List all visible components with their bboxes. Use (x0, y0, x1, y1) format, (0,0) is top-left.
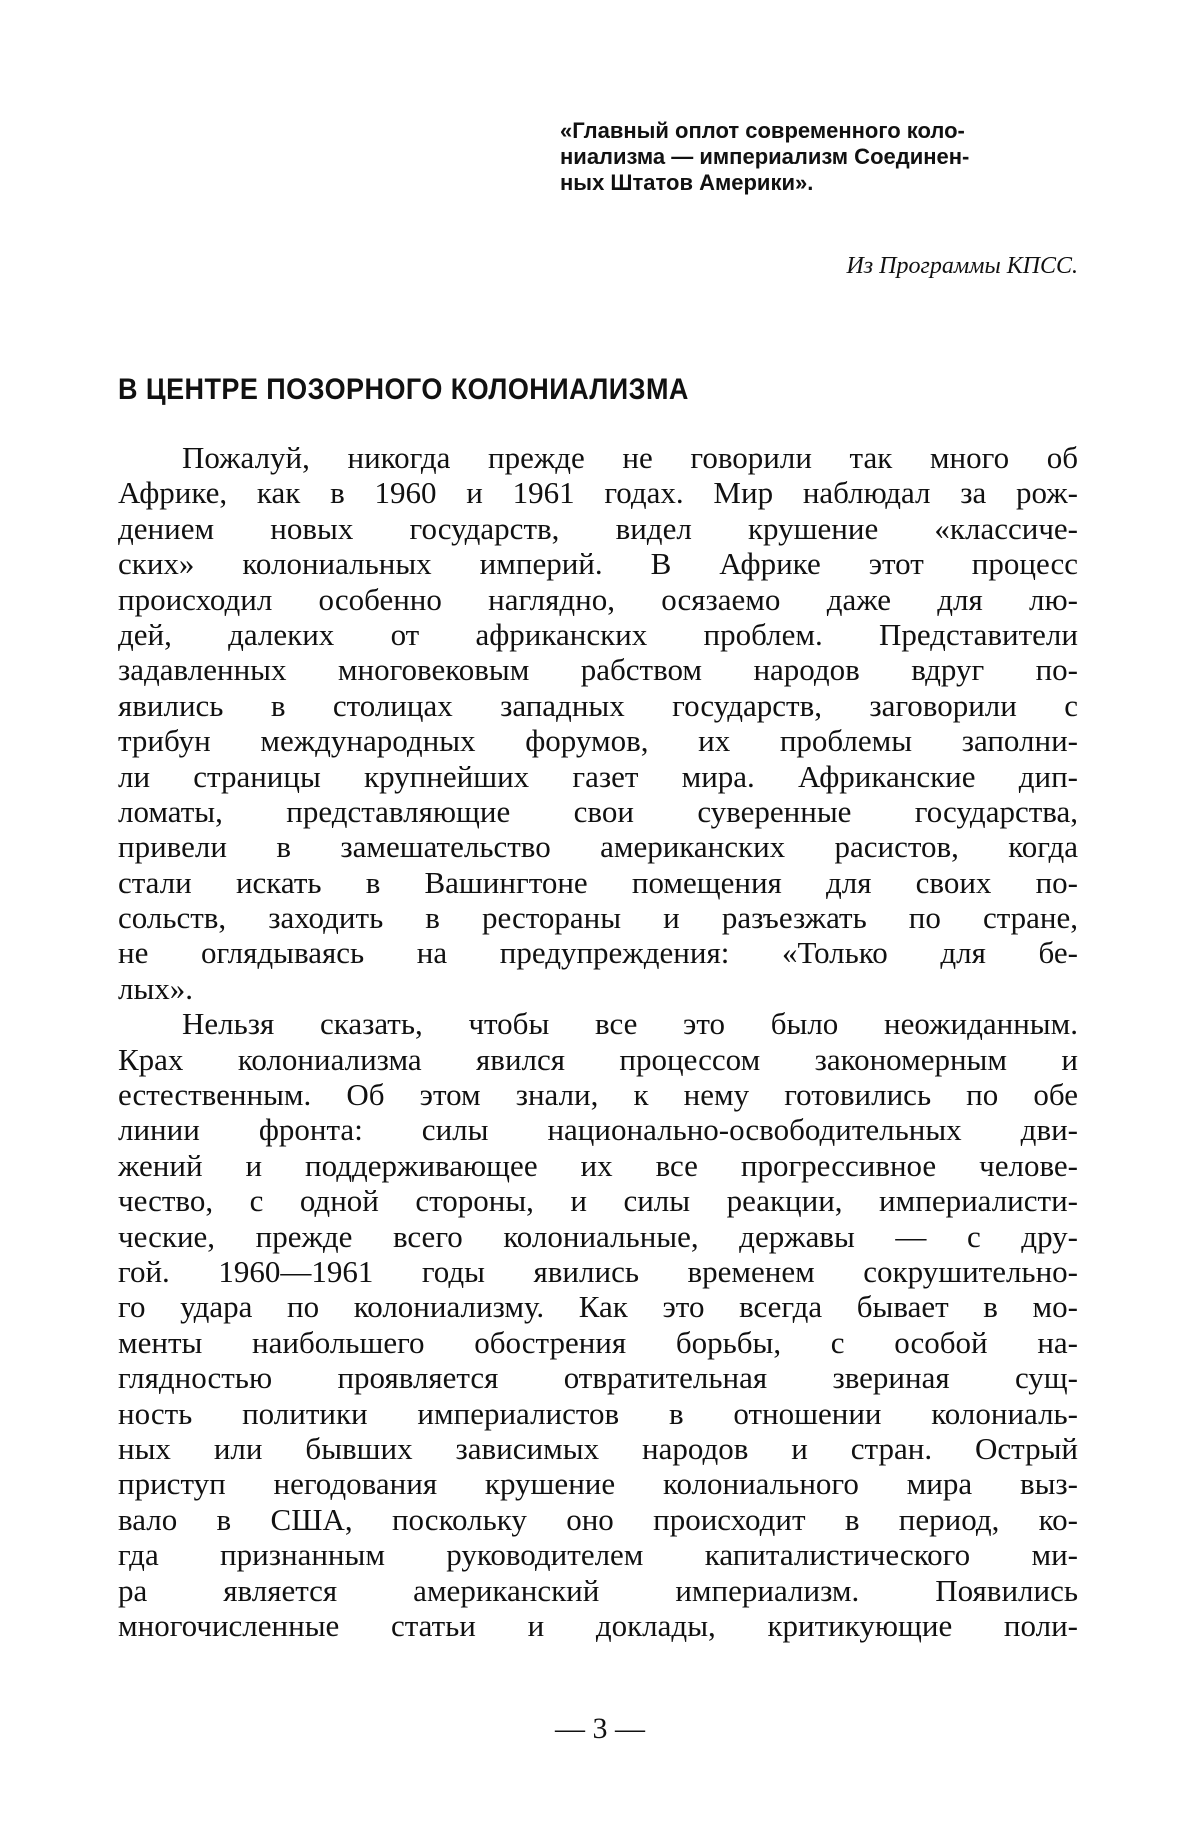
text-line: линии фронта: силы национально-освободительных дви- (118, 1112, 1078, 1148)
body-text (118, 440, 1078, 1643)
text-line: естественным. Об этом знали, к нему готовились по обе (118, 1077, 1078, 1113)
epigraph-line: ных Штатов Америки». (560, 170, 814, 195)
text-line: Крах колониализма явился процессом закономерным и (118, 1041, 1078, 1077)
epigraph-line: ниализма — империализм Соединен- (560, 144, 970, 169)
text-line: ра является американский империализм. Появились (118, 1572, 1078, 1608)
text-line: глядностью проявляется отвратительная звериная сущ- (118, 1360, 1078, 1396)
text-line: привели в замешательство американских расистов, когда (118, 829, 1078, 865)
text-line: Нельзя сказать, чтобы все это было неожиданным. (182, 1006, 1078, 1042)
paragraph-1 (118, 440, 1078, 1006)
text-line: Пожалуй, никогда прежде не говорили так много об (182, 440, 1078, 475)
page-number: — 3 — (555, 1712, 645, 1745)
epigraph-line: «Главный оплот современного коло- (560, 118, 965, 143)
text-line: ли страницы крупнейших газет мира. Африканские дип- (118, 758, 1078, 794)
paragraph-2 (118, 1006, 1078, 1643)
text-line: ских» колониальных империй. В Африке этот процесс (118, 546, 1078, 582)
text-line: го удара по колониализму. Как это всегда бывает в мо- (118, 1289, 1078, 1325)
text-line: дей, далеких от африканских проблем. Представители (118, 616, 1078, 652)
text-line: лых». (118, 970, 194, 1006)
text-line: ломаты, представляющие свои суверенные государства, (118, 793, 1078, 829)
text-line: стали искать в Вашингтоне помещения для своих по- (118, 864, 1078, 900)
text-line: происходил особенно наглядно, осязаемо даже для лю- (118, 581, 1078, 617)
text-line: многочисленные статьи и доклады, критикующие поли- (118, 1607, 1078, 1643)
text-line: ность политики империалистов в отношении колониаль- (118, 1395, 1078, 1431)
chapter-title: В ЦЕНТРЕ ПОЗОРНОГО КОЛОНИАЛИЗМА (118, 373, 689, 406)
text-line: гой. 1960—1961 годы явились временем сокрушительно- (118, 1253, 1078, 1289)
text-line: приступ негодования крушение колониального мира выз- (118, 1466, 1078, 1502)
text-line: не оглядываясь на предупреждения: «Только для бе- (118, 935, 1078, 971)
text-line: менты наибольшего обострения борьбы, с особой на- (118, 1324, 1078, 1360)
text-line: Африке, как в 1960 и 1961 годах. Мир наблюдал за рож- (118, 475, 1078, 511)
text-line: сольств, заходить в рестораны и разъезжать по стране, (118, 900, 1078, 936)
epigraph-source: Из Программы КПСС. (846, 253, 1078, 279)
text-line: ных или бывших зависимых народов и стран. Острый (118, 1430, 1078, 1466)
text-line: задавленных многовековым рабством народов вдруг по- (118, 652, 1078, 688)
text-line: вало в США, поскольку оно происходит в период, ко- (118, 1501, 1078, 1537)
epigraph-quote (560, 118, 1078, 196)
text-line: гда признанным руководителем капиталистического ми- (118, 1537, 1078, 1573)
text-line: жений и поддерживающее их все прогрессивное челове- (118, 1147, 1078, 1183)
text-line: ческие, прежде всего колониальные, державы — с дру- (118, 1218, 1078, 1254)
text-line: явились в столицах западных государств, заговорили с (118, 687, 1078, 723)
text-line: трибун международных форумов, их проблемы заполни- (118, 723, 1078, 759)
text-line: чество, с одной стороны, и силы реакции, империалисти- (118, 1183, 1078, 1219)
text-line: дением новых государств, видел крушение «классиче- (118, 510, 1078, 546)
